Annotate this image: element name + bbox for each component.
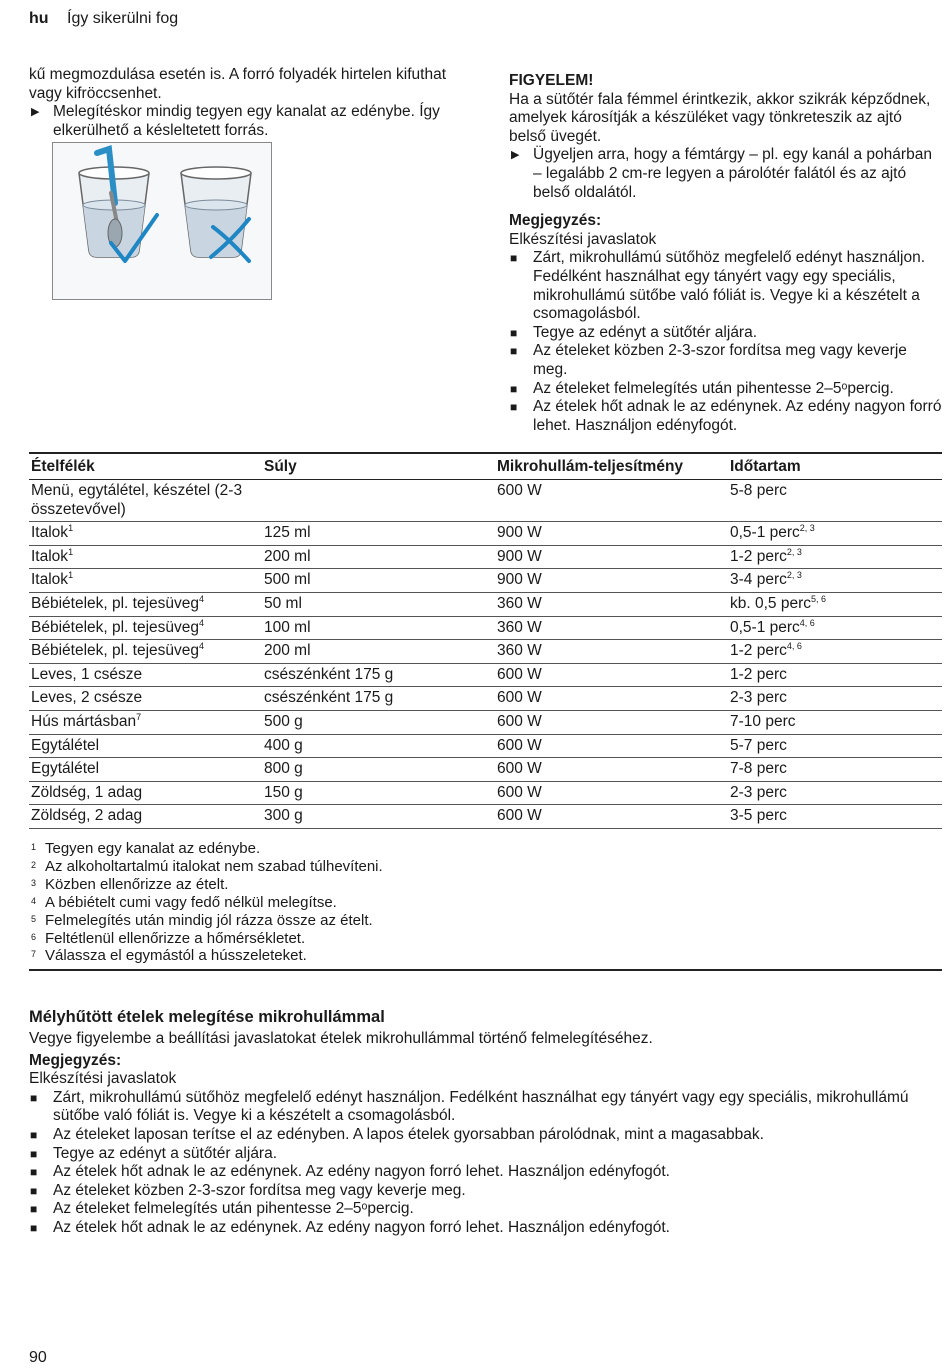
- footnote-number: 3: [31, 877, 37, 888]
- footnote-ref: 4: [199, 617, 205, 628]
- power-cell: [495, 687, 728, 711]
- weight-cell: [262, 616, 495, 640]
- weight-cell: [262, 805, 495, 829]
- note-title: Megjegyzés:: [509, 212, 602, 230]
- square-bullet-icon: ■: [30, 1202, 38, 1217]
- time-cell-text: 3-4 perc: [730, 571, 787, 589]
- spoon-in-glass-illustration: [52, 142, 272, 300]
- table-row: [29, 663, 942, 687]
- power-cell: [495, 522, 728, 546]
- weight-cell: [262, 569, 495, 593]
- section-list: [29, 1089, 942, 1238]
- weight-cell: [262, 522, 495, 546]
- power-cell: [495, 805, 728, 829]
- weight-cell-text: 200 ml: [264, 642, 311, 660]
- list-item-text: Zárt, mikrohullámú sütőhöz megfelelő edényt használjon. Fedélként használhat egy tányért vagy egy speciális, mikrohullámú sütőbe való fóliát is. Vegye ki a készételt a csomagolásból.: [53, 1088, 909, 1125]
- food-cell: [29, 569, 262, 593]
- food-cell-text: Leves, 2 csésze: [31, 689, 143, 707]
- square-bullet-icon: ■: [510, 400, 518, 415]
- food-cell-text: Bébiételek, pl. tejesüveg: [31, 618, 200, 636]
- food-cell: [29, 758, 262, 782]
- weight-cell-text: 100 ml: [264, 618, 311, 636]
- footnote-number: 7: [31, 949, 37, 960]
- power-cell-text: 600 W: [497, 482, 542, 499]
- table-row: [29, 522, 942, 546]
- table-row: [29, 710, 942, 734]
- column-header-time: Időtartam: [728, 453, 942, 480]
- power-cell: [495, 592, 728, 616]
- table-row: [29, 734, 942, 758]
- time-cell: [728, 480, 942, 522]
- footnote: [29, 947, 942, 965]
- power-cell-text: 600 W: [497, 760, 542, 778]
- square-bullet-icon: ■: [30, 1127, 38, 1142]
- list-item: [29, 1219, 942, 1238]
- power-cell: [495, 758, 728, 782]
- footnote-ref: 4: [199, 641, 205, 651]
- table-row: [29, 758, 942, 782]
- time-cell-text: 0,5-1 perc: [730, 618, 800, 636]
- table-row: [29, 545, 942, 569]
- time-cell-text: 5-8 perc: [730, 482, 787, 499]
- table-row: [29, 687, 942, 711]
- food-cell-text: Italok: [31, 524, 69, 542]
- list-item: [29, 1145, 942, 1164]
- table-row: [29, 781, 942, 805]
- weight-cell-text: 50 ml: [264, 594, 302, 612]
- left-instruction: [29, 103, 449, 140]
- weight-cell: [262, 781, 495, 805]
- list-item-text: Az ételeket felmelegítés után pihentesse 2–5ᵒpercig.: [53, 1200, 414, 1218]
- footnote-text: Felmelegítés után mindig jól rázza össze az ételt.: [45, 911, 373, 929]
- footnote-text: Válassza el egymástól a hússzeleteket.: [45, 947, 307, 965]
- time-cell-text: 1-2 perc: [730, 665, 787, 683]
- food-cell-text: Menü, egytálétel, készétel (2-3 összetevővel): [31, 482, 243, 518]
- weight-cell-text: 150 g: [264, 783, 303, 801]
- time-cell: [728, 545, 942, 569]
- list-item-text: Zárt, mikrohullámú sütőhöz megfelelő edényt használjon. Fedélként használhat egy tányért vagy egy speciális, mikrohullámú sütőbe való fóliát is. Vegye ki a készételt a csomagolásból.: [533, 249, 926, 323]
- language-code: hu: [29, 10, 49, 27]
- time-cell: [728, 640, 942, 664]
- power-cell: [495, 545, 728, 569]
- time-cell-text: 1-2 perc: [730, 642, 787, 660]
- food-cell: [29, 522, 262, 546]
- footnote-text: A bébiételt cumi vagy fedő nélkül melegítse.: [45, 893, 337, 911]
- time-cell: [728, 758, 942, 782]
- footnote: [29, 876, 942, 894]
- power-cell: [495, 480, 728, 522]
- footnote-ref: 2, 3: [786, 570, 802, 581]
- list-item: [509, 324, 942, 343]
- footnote-ref: 7: [136, 711, 142, 722]
- weight-cell-text: csészénként 175 g: [264, 689, 394, 707]
- column-header-weight: Súly: [262, 453, 495, 480]
- list-item-text: Az ételeket felmelegítés után pihentesse 2–5ᵒpercig.: [533, 379, 894, 397]
- section-title: Mélyhűtött ételek melegítése mikrohullámmal: [29, 1008, 385, 1026]
- square-bullet-icon: ■: [30, 1146, 38, 1161]
- food-cell: [29, 710, 262, 734]
- table-row: [29, 640, 942, 664]
- square-bullet-icon: ■: [510, 381, 518, 396]
- table-row: [29, 616, 942, 640]
- time-cell-text: 2-3 perc: [730, 783, 787, 801]
- note-subtitle: Elkészítési javaslatok: [509, 230, 657, 248]
- glass-comparison-icon: [53, 143, 271, 299]
- time-cell: [728, 710, 942, 734]
- list-item-text: Tegye az edényt a sütőtér aljára.: [53, 1144, 278, 1162]
- power-cell-text: 600 W: [497, 712, 542, 730]
- food-cell-text: Italok: [31, 547, 69, 565]
- power-cell-text: 600 W: [497, 689, 542, 707]
- square-bullet-icon: ■: [30, 1220, 38, 1235]
- power-cell-text: 600 W: [497, 736, 542, 754]
- power-cell: [495, 569, 728, 593]
- footnote: [29, 840, 942, 858]
- footnote-number: 2: [31, 859, 37, 870]
- section-intro: Vegye figyelembe a beállítási javaslatokat ételek mikrohullámmal történő felmelegítéséhez.: [29, 1030, 653, 1047]
- power-cell-text: 360 W: [497, 618, 542, 636]
- left-paragraph: kű megmozdulása esetén is. A forró folyadék hirtelen kifuthat vagy kifröccsenhet.: [29, 66, 447, 102]
- time-cell: [728, 734, 942, 758]
- time-cell-text: 5-7 perc: [730, 736, 787, 754]
- right-column: [509, 72, 942, 435]
- footnote-text: Közben ellenőrizze az ételt.: [45, 875, 229, 893]
- food-cell-text: Hús mártásban: [31, 712, 137, 730]
- food-cell-text: Zöldség, 2 adag: [31, 807, 143, 825]
- weight-cell: [262, 640, 495, 664]
- square-bullet-icon: ■: [30, 1183, 38, 1198]
- list-item-text: Az ételek hőt adnak le az edénynek. Az edény nagyon forró lehet. Használjon edényfogót.: [533, 398, 942, 434]
- time-cell: [728, 687, 942, 711]
- food-cell-text: Italok: [31, 571, 69, 589]
- weight-cell-text: 800 g: [264, 760, 303, 778]
- power-cell-text: 360 W: [497, 594, 542, 612]
- list-item: [29, 1182, 942, 1201]
- footnote-number: 6: [31, 931, 37, 942]
- food-cell: [29, 616, 262, 640]
- footnote-number: 5: [31, 913, 37, 924]
- food-cell: [29, 592, 262, 616]
- list-item: [29, 1200, 942, 1219]
- time-cell-text: 7-8 perc: [730, 760, 787, 778]
- footnote-ref: 4: [199, 593, 205, 604]
- list-item-text: Az ételeket közben 2-3-szor fordítsa meg vagy keverje meg.: [533, 342, 907, 378]
- table-header-row: [29, 453, 942, 480]
- footnote-text: Tegyen egy kanalat az edénybe.: [45, 840, 261, 857]
- list-item: [509, 398, 942, 435]
- footnote-ref: 1: [68, 546, 74, 557]
- food-cell: [29, 805, 262, 829]
- food-cell: [29, 640, 262, 664]
- note-title: Megjegyzés:: [29, 1051, 122, 1069]
- table-row: [29, 569, 942, 593]
- footnote: [29, 912, 942, 930]
- note-subtitle: Elkészítési javaslatok: [29, 1070, 177, 1088]
- food-cell: [29, 663, 262, 687]
- square-bullet-icon: ■: [30, 1090, 38, 1105]
- food-cell: [29, 480, 262, 522]
- power-cell: [495, 734, 728, 758]
- footnotes: [29, 840, 942, 971]
- power-cell: [495, 616, 728, 640]
- time-cell: [728, 663, 942, 687]
- weight-cell-text: 300 g: [264, 807, 303, 825]
- weight-cell-text: 400 g: [264, 736, 303, 754]
- column-header-power: Mikrohullám-teljesítmény: [495, 453, 728, 480]
- list-item: [509, 342, 942, 379]
- food-cell: [29, 545, 262, 569]
- weight-cell-text: 200 ml: [264, 547, 311, 565]
- weight-cell-text: 125 ml: [264, 524, 311, 542]
- power-cell: [495, 710, 728, 734]
- arrow-bullet-icon: ▶: [31, 106, 40, 119]
- left-instruction-text: Melegítéskor mindig tegyen egy kanalat az edénybe. Így elkerülhető a késleltetett forrás.: [53, 103, 440, 139]
- page-number: 90: [29, 1349, 47, 1366]
- footnote-ref: 5, 6: [811, 593, 827, 604]
- arrow-bullet-icon: ▶: [511, 149, 520, 162]
- time-cell: [728, 805, 942, 829]
- food-cell: [29, 781, 262, 805]
- table-row: [29, 480, 942, 522]
- time-cell-text: 7-10 perc: [730, 712, 796, 730]
- footnote-ref: 1: [68, 570, 74, 581]
- list-item-text: Az ételeket laposan terítse el az edényben. A lapos ételek gyorsabban párolódnak, mint a magasabbak.: [53, 1125, 764, 1143]
- time-cell-text: 3-5 perc: [730, 807, 787, 825]
- food-cell-text: Zöldség, 1 adag: [31, 783, 143, 801]
- power-cell-text: 900 W: [497, 524, 542, 542]
- weight-cell: [262, 758, 495, 782]
- table-row: [29, 805, 942, 829]
- frozen-food-section: [29, 1007, 942, 1238]
- power-cell-text: 600 W: [497, 807, 542, 825]
- power-cell: [495, 663, 728, 687]
- list-item-text: Az ételek hőt adnak le az edénynek. Az edény nagyon forró lehet. Használjon edényfogót.: [53, 1163, 670, 1181]
- square-bullet-icon: ■: [510, 325, 518, 340]
- weight-cell: [262, 545, 495, 569]
- list-item: [509, 249, 942, 323]
- weight-cell: [262, 734, 495, 758]
- food-cell: [29, 734, 262, 758]
- power-cell: [495, 640, 728, 664]
- warning-instruction: [509, 146, 942, 202]
- heating-table: [29, 452, 942, 829]
- power-cell-text: 900 W: [497, 571, 542, 589]
- time-cell-text: 2-3 perc: [730, 689, 787, 707]
- power-cell-text: 900 W: [497, 547, 542, 565]
- food-cell-text: Egytálétel: [31, 736, 100, 754]
- list-item: [509, 380, 942, 399]
- square-bullet-icon: ■: [510, 251, 518, 266]
- time-cell: [728, 522, 942, 546]
- weight-cell-text: 500 g: [264, 712, 303, 730]
- chapter-title: Így sikerülni fog: [67, 10, 179, 27]
- list-item-text: Tegye az edényt a sütőtér aljára.: [533, 323, 758, 341]
- square-bullet-icon: ■: [510, 344, 518, 359]
- time-cell-text: kb. 0,5 perc: [730, 594, 811, 612]
- footnote-ref: 4, 6: [799, 617, 815, 628]
- footnote: [29, 858, 942, 876]
- time-cell: [728, 781, 942, 805]
- table-row: [29, 592, 942, 616]
- footnote-number: 4: [31, 895, 37, 906]
- time-cell-text: 1-2 perc: [730, 547, 787, 565]
- food-cell-text: Bébiételek, pl. tejesüveg: [31, 642, 200, 660]
- weight-cell: [262, 480, 495, 522]
- weight-cell: [262, 710, 495, 734]
- footnote-number: 1: [31, 842, 37, 852]
- food-cell-text: Bébiételek, pl. tejesüveg: [31, 594, 200, 612]
- power-cell-text: 360 W: [497, 642, 542, 660]
- list-item: [29, 1126, 942, 1145]
- square-bullet-icon: ■: [30, 1165, 38, 1180]
- power-cell-text: 600 W: [497, 783, 542, 801]
- table-body: [29, 480, 942, 829]
- food-cell-text: Leves, 1 csésze: [31, 665, 143, 683]
- list-item: [29, 1163, 942, 1182]
- time-cell: [728, 616, 942, 640]
- footnote-ref: 2, 3: [786, 546, 802, 557]
- power-cell: [495, 781, 728, 805]
- footnote: [29, 930, 942, 948]
- power-cell-text: 600 W: [497, 665, 542, 683]
- page-header: [29, 10, 178, 29]
- warning-text: Ha a sütőtér fala fémmel érintkezik, akkor szikrák képződnek, amelyek károsítják a készüléket vagy tönkreteszik az ajtó belső üvegét.: [509, 90, 931, 145]
- weight-cell: [262, 663, 495, 687]
- weight-cell-text: 500 ml: [264, 571, 311, 589]
- footnote-ref: 4, 6: [786, 641, 802, 651]
- warning-title: FIGYELEM!: [509, 72, 594, 89]
- warning-instruction-text: Ügyeljen arra, hogy a fémtárgy – pl. egy kanál a pohárban – legalább 2 cm-re legyen a párolótér falától és az ajtó belső oldalától.: [533, 146, 932, 201]
- time-cell: [728, 592, 942, 616]
- time-cell: [728, 569, 942, 593]
- food-cell-text: Egytálétel: [31, 760, 100, 778]
- weight-cell: [262, 687, 495, 711]
- left-column: [29, 66, 449, 140]
- list-item-text: Az ételek hőt adnak le az edénynek. Az edény nagyon forró lehet. Használjon edényfogót.: [53, 1218, 670, 1236]
- footnote-ref: 2, 3: [799, 523, 815, 534]
- time-cell-text: 0,5-1 perc: [730, 524, 800, 542]
- food-cell: [29, 687, 262, 711]
- weight-cell-text: csészénként 175 g: [264, 665, 394, 683]
- footnote: [29, 894, 942, 912]
- list-item: [29, 1089, 942, 1126]
- column-header-food: Ételfélék: [29, 453, 262, 480]
- footnote-ref: 1: [68, 523, 74, 534]
- weight-cell: [262, 592, 495, 616]
- list-item-text: Az ételeket közben 2-3-szor fordítsa meg vagy keverje meg.: [53, 1181, 466, 1199]
- footnote-text: Az alkoholtartalmú italokat nem szabad túlhevíteni.: [45, 857, 383, 875]
- footnote-text: Feltétlenül ellenőrizze a hőmérsékletet.: [45, 929, 306, 947]
